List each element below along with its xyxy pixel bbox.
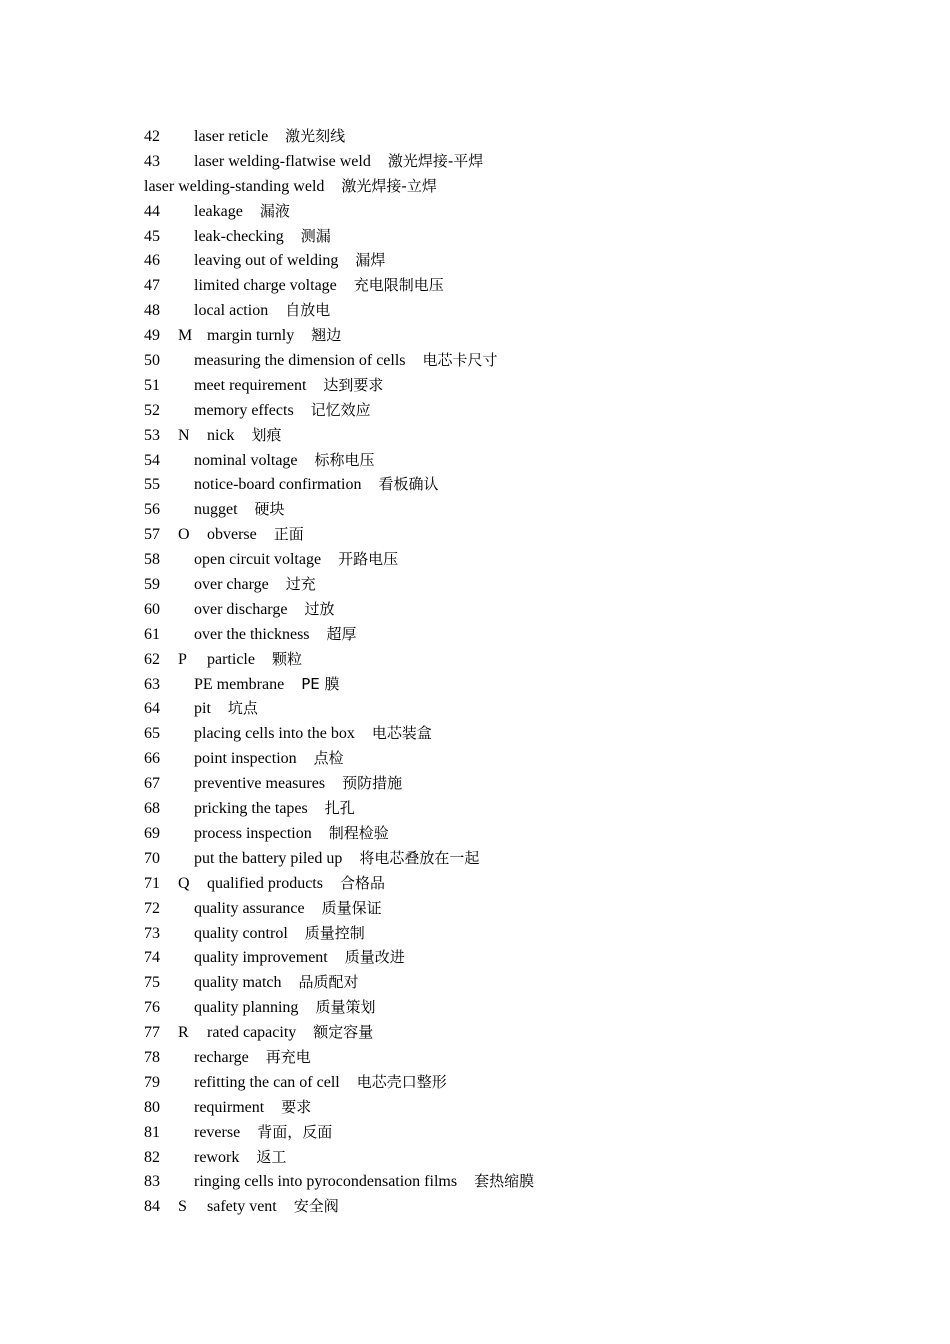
chinese-translation: 要求 [281,1097,312,1116]
english-term: placing cells into the box [194,725,355,743]
glossary-entry [144,647,904,672]
section-letter: S [178,1198,187,1216]
entry-number: 57 [144,526,160,544]
glossary-entry [144,224,904,249]
glossary-entry [144,1045,904,1070]
chinese-translation: 电芯壳口整形 [356,1072,447,1091]
english-term: reverse [194,1123,241,1141]
english-term: quality assurance [194,899,305,917]
english-term: preventive measures [194,775,326,793]
entry-number: 66 [144,750,160,768]
glossary-entry [144,398,904,423]
english-term: recharge [194,1048,249,1066]
chinese-translation: 质量策划 [315,998,376,1017]
english-term: leaving out of welding [194,252,339,270]
glossary-entry [144,572,904,597]
entry-number: 80 [144,1098,160,1116]
english-term: refitting the can of cell [194,1073,340,1091]
english-term: open circuit voltage [194,551,322,569]
chinese-translation: 质量改进 [344,948,405,967]
english-term: measuring the dimension of cells [194,352,406,370]
english-term: over charge [194,576,269,594]
english-term: ringing cells into pyrocondensation films [194,1173,458,1191]
chinese-translation: 返工 [256,1147,287,1166]
entry-number: 49 [144,327,160,345]
chinese-translation: 预防措施 [342,774,403,793]
english-term: pit [194,700,211,718]
chinese-translation: 硬块 [254,500,285,519]
glossary-entry [144,696,904,721]
glossary-entry [144,124,904,149]
entry-number: 82 [144,1148,160,1166]
entry-number: 58 [144,551,160,569]
english-term: notice-board confirmation [194,476,362,494]
english-term: put the battery piled up [194,849,343,867]
english-term: rework [194,1148,240,1166]
chinese-translation: 背面，反面 [257,1122,333,1141]
entry-number: 50 [144,352,160,370]
glossary-entry [144,1145,904,1170]
glossary-entry [144,921,904,946]
glossary-entry [144,721,904,746]
english-term: point inspection [194,750,297,768]
chinese-translation: 安全阀 [293,1197,339,1216]
entry-number: 81 [144,1123,160,1141]
chinese-translation: 颗粒 [271,649,302,668]
entry-number: 45 [144,227,160,245]
chinese-translation: 再充电 [265,1047,311,1066]
entry-number: 71 [144,874,160,892]
chinese-translation: 漏焊 [355,251,386,270]
glossary-entry [144,1120,904,1145]
chinese-translation: 电芯装盒 [371,724,432,743]
entry-number: 75 [144,974,160,992]
english-term: limited charge voltage [194,277,337,295]
entry-number: 53 [144,426,160,444]
english-term: leak-checking [194,227,284,245]
chinese-translation: 激光焊接-平焊 [387,151,484,170]
english-term: quality match [194,974,282,992]
english-term: over discharge [194,600,288,618]
english-term: safety vent [207,1198,277,1216]
glossary-entry [144,547,904,572]
english-term: PE membrane [194,675,285,693]
glossary-entry [144,248,904,273]
entry-number: 48 [144,302,160,320]
entry-number: 67 [144,775,160,793]
glossary-entry [144,472,904,497]
chinese-translation: 额定容量 [313,1023,374,1042]
glossary-entry [144,597,904,622]
chinese-translation: 自放电 [285,301,331,320]
chinese-translation: 合格品 [339,873,385,892]
glossary-entry [144,821,904,846]
chinese-translation: 超厚 [326,624,357,643]
english-term: over the thickness [194,625,310,643]
english-term: laser reticle [194,128,269,145]
entry-number: 70 [144,849,160,867]
entry-number: 60 [144,600,160,618]
chinese-translation: 过充 [285,575,316,594]
chinese-translation: 品质配对 [298,973,359,992]
entry-number: 79 [144,1073,160,1091]
section-letter: M [178,327,193,345]
english-term: quality improvement [194,949,328,967]
entry-number: 42 [144,128,160,145]
entry-number: 78 [144,1048,160,1066]
chinese-translation: 漏液 [259,201,290,220]
glossary-entry [144,323,904,348]
chinese-translation: 将电芯叠放在一起 [359,848,480,867]
glossary-entry [144,522,904,547]
english-term: qualified products [207,874,323,892]
english-term: pricking the tapes [194,800,308,818]
entry-number: 84 [144,1198,160,1216]
glossary-entry [144,149,904,174]
chinese-translation: 标称电压 [314,450,375,469]
english-term: process inspection [194,824,312,842]
chinese-translation: 制程检验 [328,823,389,842]
glossary-entry [144,871,904,896]
chinese-translation: 质量控制 [304,923,365,942]
entry-number: 43 [144,152,160,170]
glossary-entry [144,423,904,448]
entry-number: 59 [144,576,160,594]
entry-number: 63 [144,675,160,693]
glossary-entry [144,348,904,373]
glossary-entry [144,199,904,224]
chinese-translation: 扎孔 [324,799,355,818]
chinese-translation: 记忆效应 [310,400,371,419]
glossary-entry [144,846,904,871]
chinese-translation: 激光刻线 [285,127,346,145]
entry-number: 56 [144,501,160,519]
english-term: obverse [207,526,257,544]
entry-number: 62 [144,650,160,668]
english-term: memory effects [194,401,294,419]
glossary-entry [144,945,904,970]
glossary-entry [144,896,904,921]
english-term: nick [207,426,235,444]
section-letter: O [178,526,190,544]
chinese-translation: 正面 [273,525,304,544]
chinese-translation: 套热缩膜 [474,1172,535,1191]
glossary-entry [144,970,904,995]
english-term: nominal voltage [194,451,298,469]
entry-number: 54 [144,451,160,469]
entry-number: 51 [144,376,160,394]
entry-number: 83 [144,1173,160,1191]
entry-number: 69 [144,824,160,842]
glossary-entry [144,373,904,398]
chinese-translation: 质量保证 [321,898,382,917]
english-term: margin turnly [207,327,295,345]
entry-number: 64 [144,700,160,718]
glossary-entry [144,622,904,647]
chinese-translation: 开路电压 [338,550,399,569]
glossary-entry [144,746,904,771]
chinese-translation: 划痕 [251,425,282,444]
chinese-translation: 看板确认 [378,475,439,494]
entry-number: 72 [144,899,160,917]
chinese-translation: 点检 [313,749,344,768]
english-term: rated capacity [207,1024,297,1042]
glossary-entry [144,995,904,1020]
entry-number: 76 [144,999,160,1017]
english-term: meet requirement [194,376,307,394]
glossary-entry [144,771,904,796]
glossary-entry [144,1194,904,1219]
entry-number: 77 [144,1024,160,1042]
section-letter: P [178,650,187,668]
glossary-entry [144,672,904,697]
entry-number: 65 [144,725,160,743]
entry-number: 47 [144,277,160,295]
chinese-translation: 激光焊接-立焊 [341,176,437,195]
section-letter: Q [178,874,190,892]
english-term: nugget [194,501,238,519]
english-term: leakage [194,202,243,220]
english-term: laser welding-standing weld [144,177,325,195]
entry-number: 73 [144,924,160,942]
chinese-translation: 充电限制电压 [353,276,444,295]
glossary-entry [144,1095,904,1120]
glossary-entry [144,497,904,522]
english-term: quality planning [194,999,299,1017]
entry-number: 74 [144,949,160,967]
english-term: particle [207,650,255,668]
entry-number: 52 [144,401,160,419]
entry-number: 61 [144,625,160,643]
section-letter: R [178,1024,189,1042]
english-term: laser welding-flatwise weld [194,152,371,170]
entry-number: 46 [144,252,160,270]
english-term: quality control [194,924,288,942]
english-term: local action [194,302,269,320]
chinese-translation: 达到要求 [323,375,384,394]
entry-number: 44 [144,202,160,220]
glossary-entry [144,1169,904,1194]
chinese-translation: 测漏 [300,226,331,245]
glossary-entry [144,1070,904,1095]
chinese-translation: 坑点 [227,699,258,718]
chinese-translation: 过放 [304,599,335,618]
glossary-entry [144,174,904,199]
chinese-translation: 电芯卡尺寸 [422,351,498,370]
chinese-translation: 翘边 [311,326,342,345]
entry-number: 68 [144,800,160,818]
glossary-entry [144,1020,904,1045]
chinese-translation: PE 膜 [301,674,340,693]
glossary-entry [144,796,904,821]
glossary-entry [144,298,904,323]
glossary-entry [144,273,904,298]
english-term: requirment [194,1098,265,1116]
glossary-entry [144,448,904,473]
entry-number: 55 [144,476,160,494]
section-letter: N [178,426,190,444]
glossary-list [144,124,904,1219]
